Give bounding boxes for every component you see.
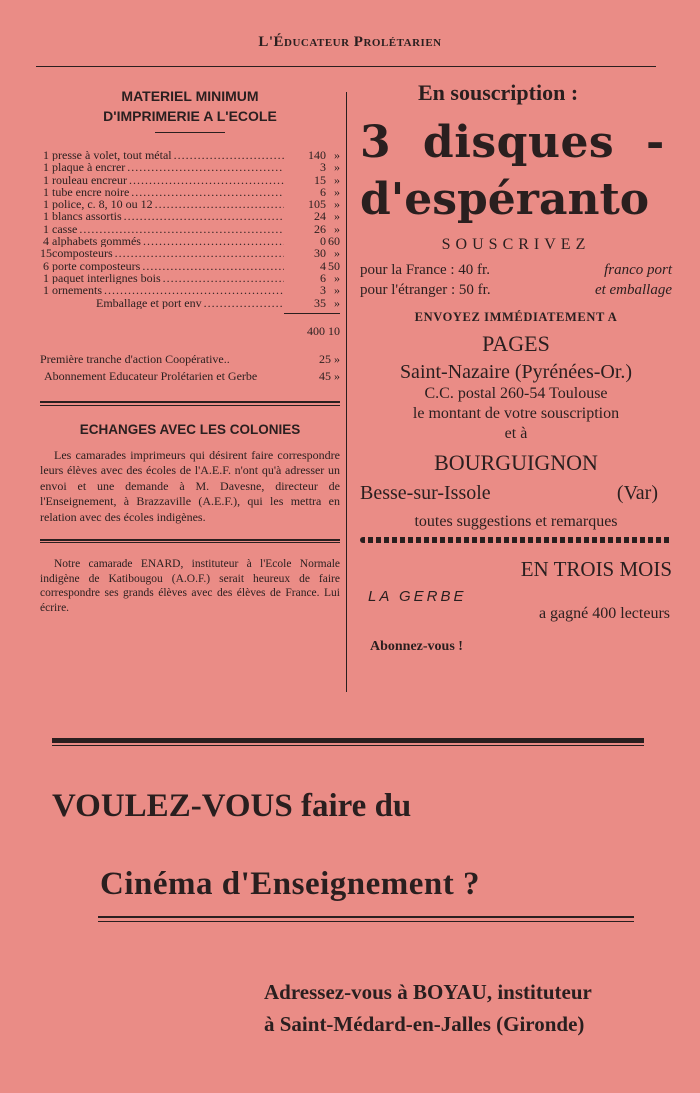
envoyez: ENVOYEZ IMMÉDIATEMENT A xyxy=(414,310,618,324)
item-cents: » xyxy=(334,161,340,174)
item-cents: » xyxy=(334,149,340,162)
item-cents: » xyxy=(334,284,340,297)
item-qty: 1 xyxy=(43,149,49,162)
materiel-item xyxy=(40,235,340,247)
souscrivez: SOUSCRIVEZ xyxy=(441,236,591,253)
materiel-item xyxy=(40,198,340,210)
title-underline xyxy=(155,132,225,133)
materiel-item xyxy=(40,272,340,284)
header-rule xyxy=(36,66,656,67)
item-qty: 6 xyxy=(43,259,49,272)
column-divider xyxy=(346,92,347,692)
item-name: police, c. 8, 10 ou 12 xyxy=(52,198,153,211)
item-price: 140 xyxy=(308,149,326,162)
item-cents: 60 xyxy=(328,235,340,248)
tarif-etranger xyxy=(360,280,672,300)
materiel-title-line2: D'IMPRIMERIE A L'ECOLE xyxy=(103,108,277,124)
leader-dots xyxy=(79,223,284,235)
item-name: casse xyxy=(52,222,78,236)
item-cents: » xyxy=(334,271,340,285)
leader-dots xyxy=(115,247,284,259)
item-price: 15 xyxy=(314,173,326,186)
suggestions: toutes suggestions et remarques xyxy=(414,513,618,530)
montant: le montant de votre souscription xyxy=(412,405,620,422)
item-cents: » xyxy=(334,210,340,223)
item-qty: 1 xyxy=(43,284,49,297)
left-column xyxy=(40,86,340,615)
abonnez-vous: Abonnez-vous ! xyxy=(370,639,463,654)
item-name: rouleau encreur xyxy=(52,173,127,186)
item-cents: » xyxy=(334,247,340,260)
item-name: alphabets gommés xyxy=(52,235,141,248)
thick-rule xyxy=(52,738,644,743)
materiel-item xyxy=(40,149,340,161)
materiel-list xyxy=(40,149,340,309)
pages-name: PAGES xyxy=(482,331,550,356)
item-price: 105 xyxy=(308,198,326,211)
materiel-item xyxy=(40,284,340,296)
tarifs xyxy=(360,260,672,300)
item-qty: 1 xyxy=(43,185,49,199)
item-cents: 50 xyxy=(328,259,340,272)
item-qty: 15 xyxy=(40,247,52,260)
item-name: composteurs xyxy=(52,247,113,260)
cinema-line2: Cinéma d'Enseignement ? xyxy=(100,866,481,902)
enard-text: Notre camarade ENARD, instituteur à l'Ecole Normale indigène de Katibougou (A.O.F.) serait heureux de faire correspondre ses grands élèves avec des élèves de France. Lui écrire. xyxy=(40,558,340,614)
item-cents: » xyxy=(334,173,340,186)
etranger-note: et emballage xyxy=(594,282,672,298)
item-price: 26 xyxy=(314,222,326,236)
leader-dots xyxy=(131,186,284,198)
item-qty: 1 xyxy=(43,161,49,174)
item-name: porte composteurs xyxy=(52,259,141,272)
france-note: franco port xyxy=(604,262,672,278)
page-header: L'Éducateur Prolétarien xyxy=(258,34,442,50)
disques-title: 3 disques - xyxy=(360,117,665,168)
leader-dots xyxy=(124,210,284,222)
tranche-line xyxy=(40,353,340,366)
materiel-item xyxy=(40,210,340,222)
item-price: 6 xyxy=(320,271,326,285)
besse: Besse-sur-Issole xyxy=(360,482,491,504)
materiel-item xyxy=(40,186,340,198)
leader-dots xyxy=(127,161,284,173)
item-name: presse à volet, tout métal xyxy=(52,149,172,162)
item-qty: 1 xyxy=(43,210,49,223)
item-name: blancs assortis xyxy=(52,210,122,223)
tranche-label: Première tranche d'action Coopérative.. xyxy=(40,351,230,366)
item-price: 0 xyxy=(320,235,326,248)
materiel-title-line1: MATERIEL MINIMUM xyxy=(121,88,259,104)
ornamental-rule xyxy=(360,537,672,543)
bourguignon-city xyxy=(360,482,672,505)
etranger-label: pour l'étranger : 50 fr. xyxy=(360,282,491,298)
et-a: et à xyxy=(504,425,528,442)
item-name: paquet interlignes bois xyxy=(52,271,161,285)
france-label: pour la France : 40 fr. xyxy=(360,262,490,278)
item-price: 35 xyxy=(314,296,326,309)
echanges-text: Les camarades imprimeurs qui désirent faire correspondre leurs élèves avec des écoles de l'A.E.F. n'ont qu'à adresser un envoi et une demande à M. Davesne, directeur de l'Enseignement, à Brazzaville (A.E.F.), qui les mettra en relation avec des écoles indigènes. xyxy=(40,447,340,524)
cinema-underline xyxy=(98,916,634,918)
gerbe-name: LA GERBE xyxy=(368,588,467,605)
item-qty: 1 xyxy=(43,198,49,211)
item-price: 3 xyxy=(320,284,326,297)
tarif-france xyxy=(360,260,672,280)
cinema-line1: VOULEZ-VOUS faire du xyxy=(52,788,412,824)
item-name: plaque à encrer xyxy=(52,161,126,174)
echanges-title: ECHANGES AVEC LES COLONIES xyxy=(79,421,301,437)
materiel-total: 400 10 xyxy=(284,313,340,339)
boyau-address1: Adressez-vous à BOYAU, instituteur xyxy=(264,980,592,1004)
cinema-underline-thin xyxy=(98,921,634,922)
boyau-address2: à Saint-Médard-en-Jalles (Gironde) xyxy=(264,1012,585,1036)
item-price: 6 xyxy=(320,185,326,199)
item-price: 30 xyxy=(314,247,326,260)
leader-dots xyxy=(174,149,284,161)
item-qty: 4 xyxy=(43,235,49,248)
leader-dots xyxy=(143,235,284,247)
var: (Var) xyxy=(616,482,658,504)
leader-dots xyxy=(163,272,284,284)
item-cents: » xyxy=(334,185,340,199)
leader-dots xyxy=(104,284,284,296)
item-name: Emballage et port env xyxy=(96,296,202,309)
materiel-item xyxy=(40,174,340,186)
esperanto-title: d'espéranto xyxy=(360,174,650,225)
leader-dots xyxy=(155,198,284,210)
materiel-item xyxy=(40,223,340,235)
materiel-item xyxy=(40,247,340,259)
leader-dots xyxy=(142,260,284,272)
thick-rule-thin xyxy=(52,745,644,746)
section-rule xyxy=(40,401,340,406)
leader-dots xyxy=(129,174,284,186)
tranche-value: 25 » xyxy=(319,351,340,366)
section-rule xyxy=(40,539,340,543)
souscription-intro: En souscription : xyxy=(418,80,579,105)
pages-postal: C.C. postal 260-54 Toulouse xyxy=(424,385,608,402)
materiel-item xyxy=(40,297,340,309)
item-name: tube encre noire xyxy=(52,185,130,199)
item-qty xyxy=(40,297,52,309)
item-cents: » xyxy=(334,296,340,309)
item-price: 24 xyxy=(314,210,326,223)
gerbe-title: EN TROIS MOIS xyxy=(520,557,672,581)
right-column xyxy=(360,80,672,655)
item-qty: 1 xyxy=(43,222,49,236)
item-price: 4 xyxy=(320,259,326,272)
materiel-extras xyxy=(40,353,340,383)
item-qty: 1 xyxy=(43,173,49,186)
abonnement-line xyxy=(40,370,340,383)
gerbe-gain: a gagné 400 lecteurs xyxy=(538,605,670,622)
item-cents: » xyxy=(334,222,340,236)
leader-dots xyxy=(204,297,284,309)
materiel-item xyxy=(40,260,340,272)
item-name: ornements xyxy=(52,284,102,297)
abonnement-value: 45 » xyxy=(319,368,340,383)
bourguignon-name: BOURGUIGNON xyxy=(434,450,598,475)
item-cents: » xyxy=(334,198,340,211)
item-qty: 1 xyxy=(43,271,49,285)
item-price: 3 xyxy=(320,161,326,174)
pages-city: Saint-Nazaire (Pyrénées-Or.) xyxy=(399,361,633,383)
abonnement-label: Abonnement Educateur Prolétarien et Gerbe xyxy=(44,368,258,383)
materiel-item xyxy=(40,161,340,173)
